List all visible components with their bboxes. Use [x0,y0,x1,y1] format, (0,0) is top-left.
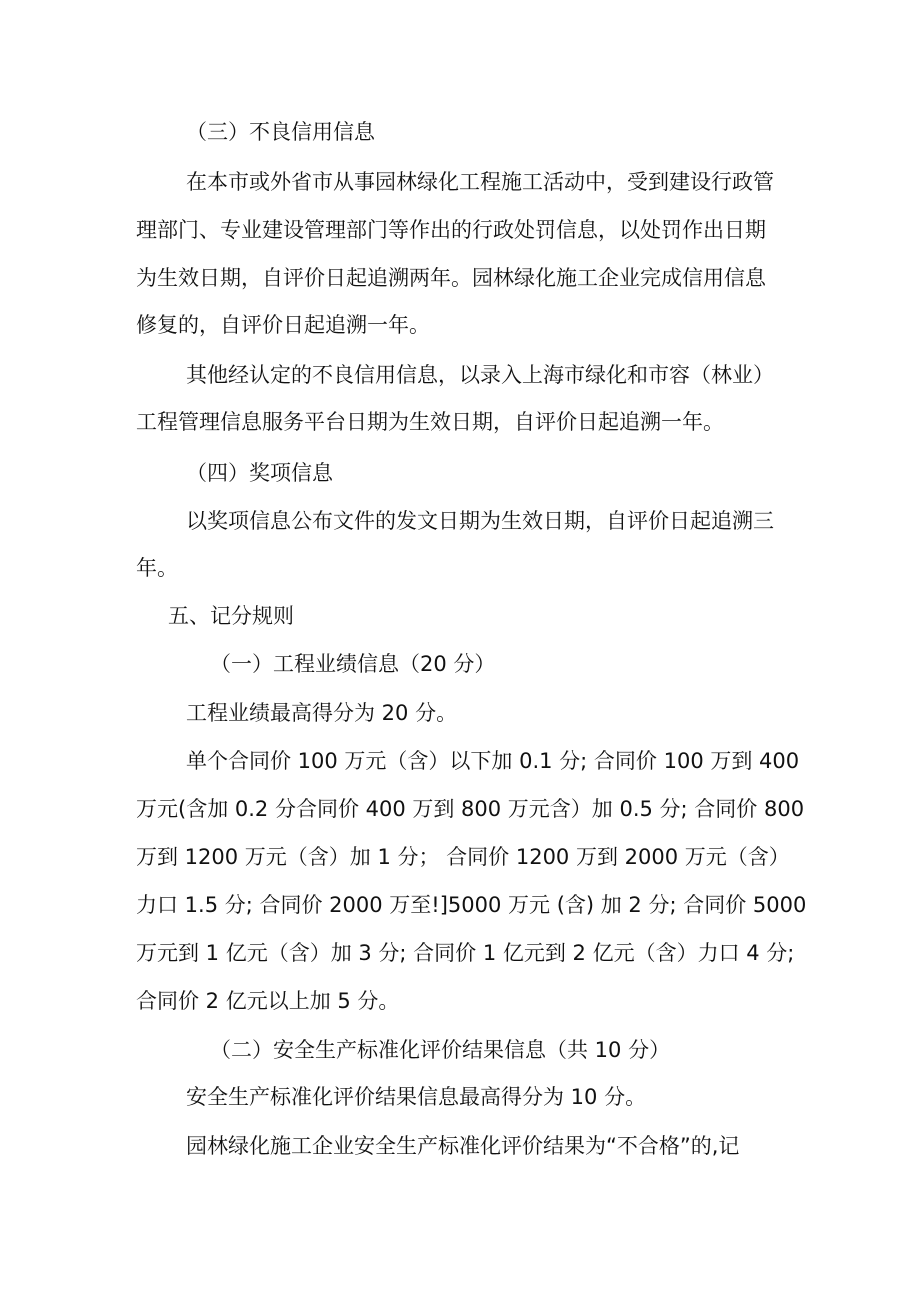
heading-safety-standardization: （二）安全生产标准化评价结果信息（共 10 分） [210,1038,671,1062]
heading-award-info: （四）奖项信息 [186,461,333,485]
section-heading-scoring-rules: 五、记分规则 [168,604,294,628]
paragraph-line: 安全生产标准化评价结果信息最高得分为 10 分。 [186,1085,647,1109]
heading-project-performance: （一）工程业绩信息（20 分） [210,652,496,676]
paragraph-line: 修复的，自评价日起追溯一年。 [136,313,430,337]
paragraph-line: 为生效日期，自评价日起追溯两年。园林绿化施工企业完成信用信息 [136,266,766,290]
heading-bad-credit-info: （三）不良信用信息 [186,120,375,144]
paragraph-line: 力口 1.5 分; 合同价 2000 万至!]5000 万元 (含) 加 2 分; 合同价 5000 [136,893,807,917]
paragraph-line: 万元到 1 亿元（含）加 3 分; 合同价 1 亿元到 2 亿元（含）力口 4 分; [136,941,795,965]
paragraph-line: 理部门、专业建设管理部门等作出的行政处罚信息，以处罚作出日期 [136,218,766,242]
paragraph-line: 万元(含加 0.2 分合同价 400 万到 800 万元含）加 0.5 分; 合同价 800 [136,797,805,821]
paragraph-line: 年。 [136,556,178,580]
paragraph-line: 万到 1200 万元（含）加 1 分； 合同价 1200 万到 2000 万元（含） [136,845,790,869]
paragraph-line: 以奖项信息公布文件的发文日期为生效日期，自评价日起追溯三 [186,509,774,533]
paragraph-line: 工程业绩最高得分为 20 分。 [186,701,458,725]
paragraph-line: 工程管理信息服务平台日期为生效日期，自评价日起追溯一年。 [136,410,724,434]
paragraph-line: 合同价 2 亿元以上加 5 分。 [136,989,400,1013]
paragraph-line: 其他经认定的不良信用信息，以录入上海市绿化和市容（林业） [186,363,774,387]
paragraph-line: 园林绿化施工企业安全生产标准化评价结果为“不合格”的,记 [186,1134,740,1158]
paragraph-line: 单个合同价 100 万元（含）以下加 0.1 分; 合同价 100 万到 400 [186,749,800,773]
paragraph-line: 在本市或外省市从事园林绿化工程施工活动中，受到建设行政管 [186,170,774,194]
